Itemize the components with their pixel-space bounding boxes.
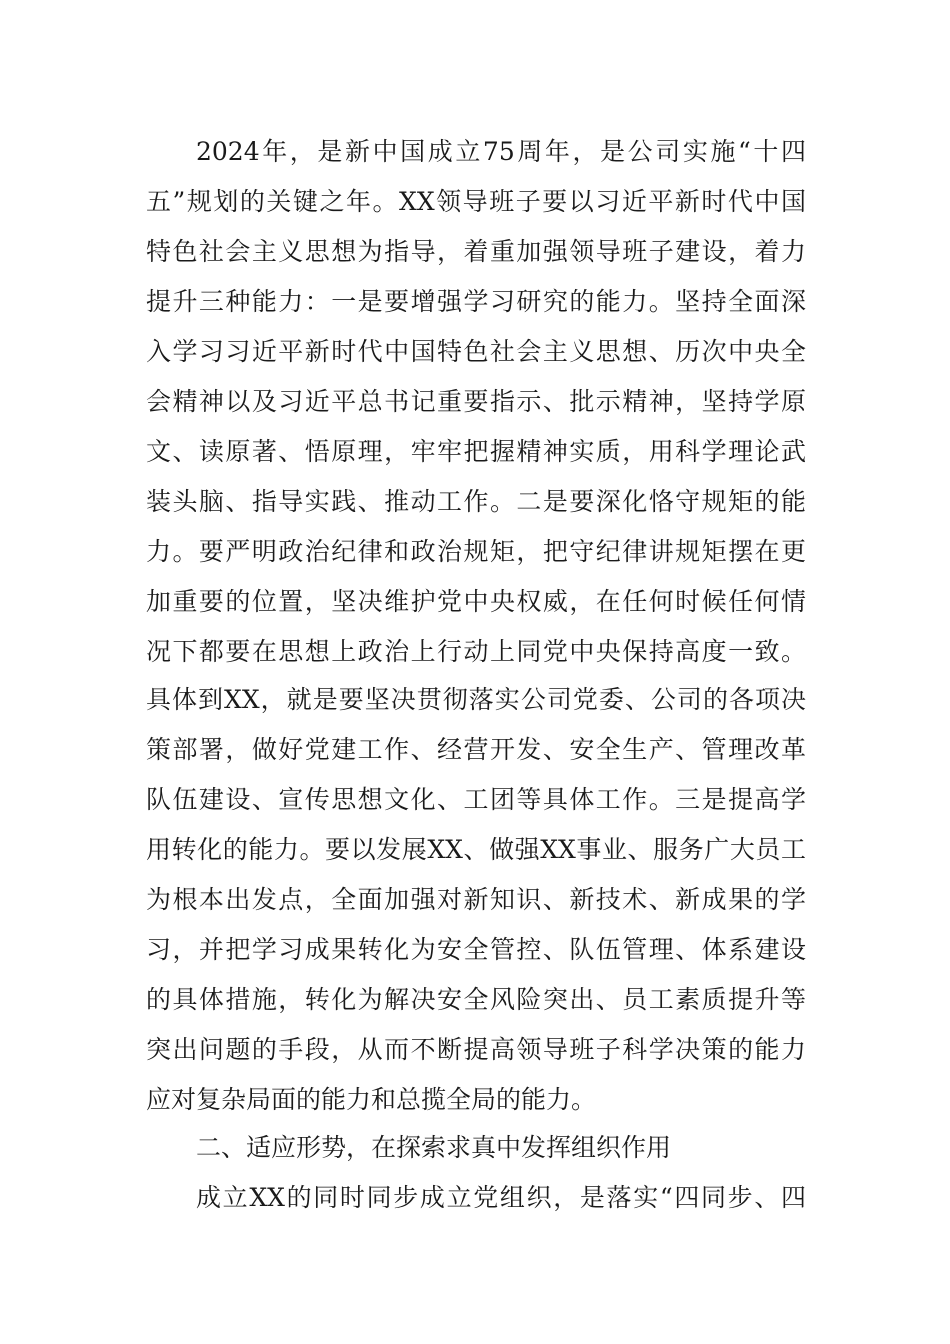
paragraph-1-line-15: 用转化的能力。要以发展XX、做强XX事业、服务广大员工 [146, 835, 806, 864]
paragraph-1-line-7: 文、读原著、悟原理，牢牢把握精神实质，用科学理论武 [146, 437, 806, 466]
paragraph-1-line-17: 习，并把学习成果转化为安全管控、队伍管理、体系建设 [146, 935, 806, 964]
paragraph-1-line-16: 为根本出发点，全面加强对新知识、新技术、新成果的学 [146, 885, 806, 914]
paragraph-1-line-3: 特色社会主义思想为指导，着重加强领导班子建设，着力 [146, 237, 806, 266]
paragraph-1-line-1: 2024年，是新中国成立75周年，是公司实施“十四 [196, 137, 806, 166]
paragraph-1-line-8: 装头脑、指导实践、推动工作。二是要深化恪守规矩的能 [146, 487, 806, 516]
paragraph-1-line-14: 队伍建设、宣传思想文化、工团等具体工作。三是提高学 [146, 785, 806, 814]
paragraph-1-line-5: 入学习习近平新时代中国特色社会主义思想、历次中央全 [146, 337, 806, 366]
paragraph-2-line-1: 成立XX的同时同步成立党组织，是落实“四同步、四 [196, 1183, 806, 1212]
paragraph-1-line-10: 加重要的位置，坚决维护党中央权威，在任何时候任何情 [146, 587, 806, 616]
paragraph-1-line-13: 策部署，做好党建工作、经营开发、安全生产、管理改革 [146, 735, 806, 764]
paragraph-1-line-18: 的具体措施，转化为解决安全风险突出、员工素质提升等 [146, 985, 806, 1014]
paragraph-1-line-11: 况下都要在思想上政治上行动上同党中央保持高度一致。 [146, 637, 806, 666]
paragraph-1-line-12: 具体到XX，就是要坚决贯彻落实公司党委、公司的各项决 [146, 685, 806, 714]
section-heading: 二、适应形势，在探索求真中发挥组织作用 [196, 1133, 672, 1162]
paragraph-1-line-4: 提升三种能力：一是要增强学习研究的能力。坚持全面深 [146, 287, 806, 316]
paragraph-1-line-9: 力。要严明政治纪律和政治规矩，把守纪律讲规矩摆在更 [146, 537, 806, 566]
paragraph-1-line-6: 会精神以及习近平总书记重要指示、批示精神，坚持学原 [146, 387, 806, 416]
paragraph-1-line-19: 突出问题的手段，从而不断提高领导班子科学决策的能力 [146, 1035, 806, 1064]
paragraph-1-line-20: 应对复杂局面的能力和总揽全局的能力。 [146, 1085, 597, 1114]
paragraph-1-line-2: 五”规划的关键之年。XX领导班子要以习近平新时代中国 [146, 187, 806, 216]
